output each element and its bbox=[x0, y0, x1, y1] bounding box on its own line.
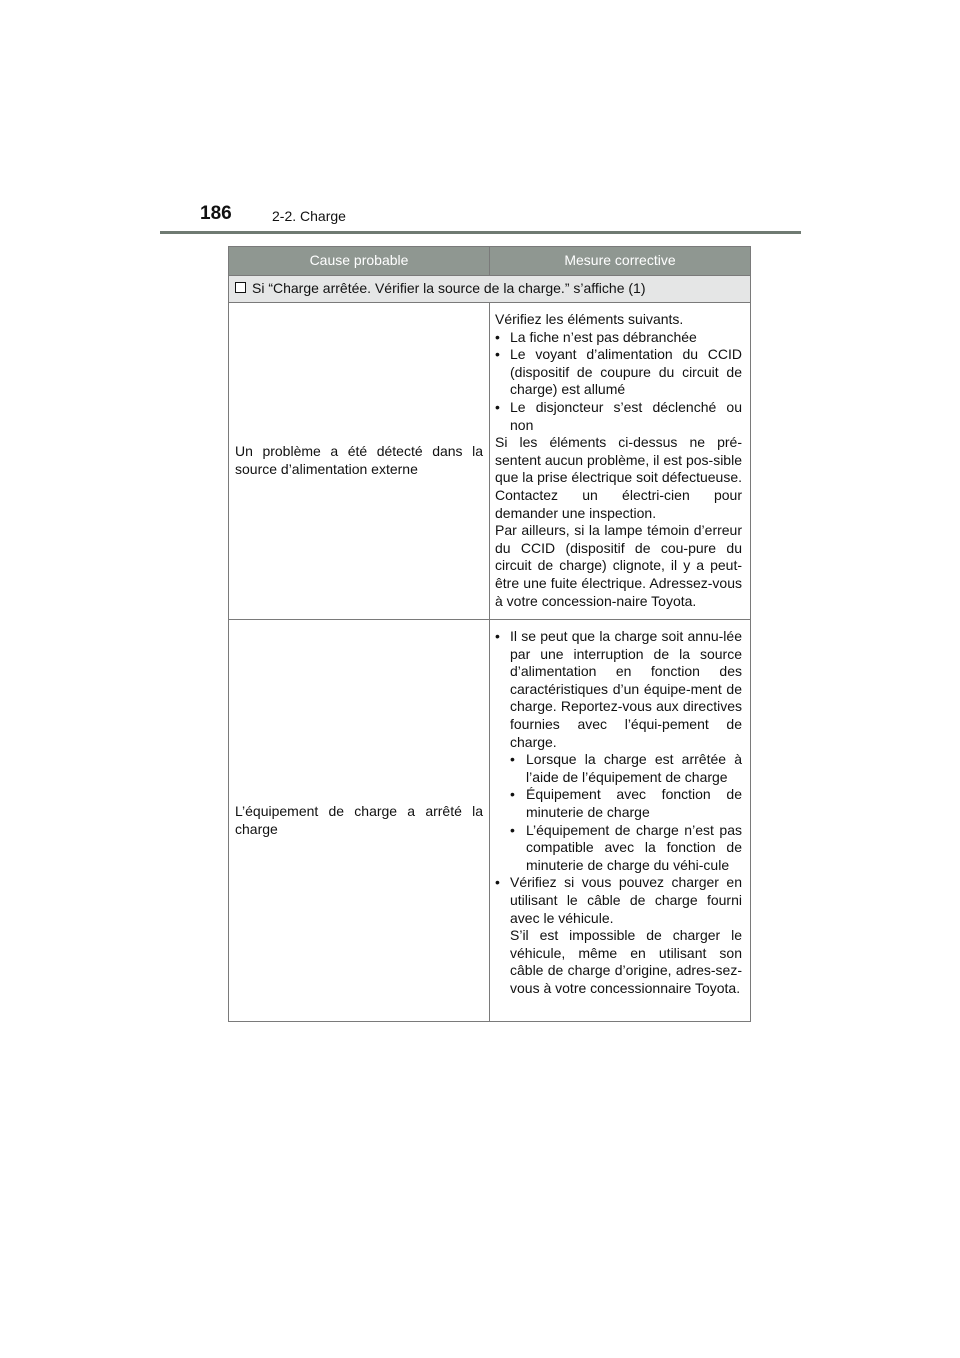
table-row bbox=[229, 620, 751, 1022]
list-item-text: Le voyant d’alimentation du CCID (dispositif de coupure du circuit de charge) est allumé bbox=[510, 346, 742, 398]
table-row bbox=[229, 303, 751, 620]
bullet-icon: • bbox=[510, 821, 515, 838]
bullet-icon: • bbox=[495, 346, 500, 363]
troubleshooting-table bbox=[228, 246, 751, 1022]
header-rule bbox=[160, 231, 801, 234]
column-header-cause: Cause probable bbox=[229, 247, 490, 276]
bullet-icon: • bbox=[495, 328, 500, 345]
list-item bbox=[495, 399, 742, 434]
list-item-text: Lorsque la charge est arrêtée à l’aide de l’équipement de charge bbox=[526, 751, 742, 785]
list-item-text: L’équipement de charge n’est pas compatible avec la fonction de minuterie de charge du véhi-cule bbox=[526, 821, 742, 873]
list-item-text: Le disjoncteur s’est déclenché ou non bbox=[510, 398, 742, 433]
list-item bbox=[495, 346, 742, 399]
cause-text: Un problème a été détecté dans la source d’alimentation externe bbox=[235, 443, 483, 477]
sub-list-item bbox=[495, 751, 742, 786]
list-item bbox=[495, 329, 742, 347]
page-number: 186 bbox=[200, 203, 232, 224]
list-item-text: Vérifiez si vous pouvez charger en utilisant le câble de charge fourni avec le véhicule. bbox=[510, 874, 742, 926]
cause-cell bbox=[229, 620, 490, 1022]
subheader-text: Si “Charge arrêtée. Vérifier la source de la charge.” s’affiche (1) bbox=[252, 280, 646, 297]
bullet-icon: • bbox=[510, 751, 515, 768]
measure-cell bbox=[490, 303, 751, 620]
table-header-row bbox=[229, 247, 751, 276]
list-item bbox=[495, 874, 742, 927]
sub-list-item bbox=[495, 822, 742, 875]
measure-intro: Vérifiez les éléments suivants. bbox=[495, 311, 684, 327]
list-item-text: Il se peut que la charge soit annu-lée par une interruption de la source d’alimentation en fonction des caractéristiques d’un équipe-ment de charge. Reportez-vous aux directives fournies avec l’équi-pement de charge. bbox=[510, 628, 742, 750]
list-item-continuation: S’il est impossible de charger le véhicule, même en utilisant son câble de charge d’origine, adres-sez-vous à votre concessionnaire Toyota. bbox=[510, 927, 742, 996]
cause-text: L’équipement de charge a arrêté la charge bbox=[235, 802, 483, 837]
sub-list-item bbox=[495, 786, 742, 821]
bullet-icon: • bbox=[495, 628, 500, 644]
list-item-text: Équipement avec fonction de minuterie de charge bbox=[526, 786, 742, 820]
bullet-icon: • bbox=[495, 398, 500, 415]
table-subheader-row bbox=[229, 276, 751, 303]
measure-cell bbox=[490, 620, 751, 1022]
bullet-icon: • bbox=[510, 786, 515, 803]
subheader-cell bbox=[229, 276, 751, 303]
list-item bbox=[495, 628, 742, 751]
checkbox-icon bbox=[235, 282, 246, 293]
measure-paragraph: Si les éléments ci-dessus ne pré-sentent aucun problème, il est pos-sible que la prise électrique soit défectueuse. Contactez un électri-cien pour demander une inspection. bbox=[495, 434, 742, 521]
cause-cell bbox=[229, 303, 490, 620]
list-item-text: La fiche n’est pas débranchée bbox=[510, 328, 697, 345]
measure-paragraph: Par ailleurs, si la lampe témoin d’erreur du CCID (dispositif de cou-pure du circuit de charge) clignote, il y a peut-être une fuite électrique. Adressez-vous à votre concession-naire Toyota. bbox=[495, 522, 742, 609]
column-header-measure: Mesure corrective bbox=[490, 247, 751, 276]
bullet-icon: • bbox=[495, 874, 500, 891]
section-title: 2-2. Charge bbox=[272, 208, 346, 224]
